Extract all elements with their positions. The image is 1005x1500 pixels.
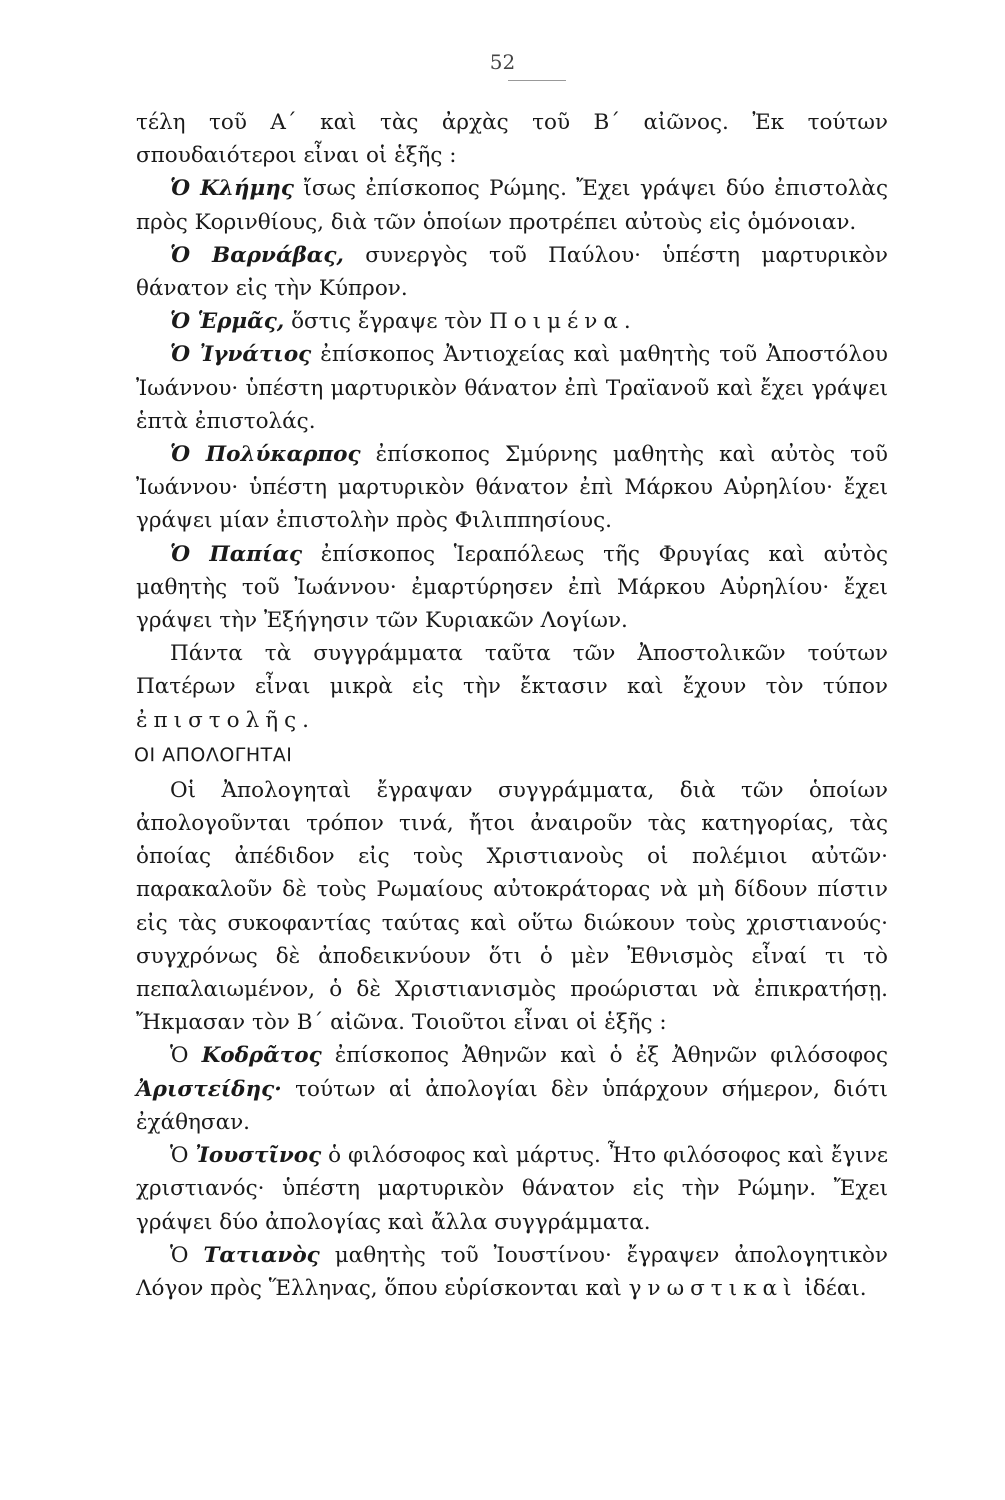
paragraph-hermas: [136, 305, 888, 338]
text-quadratus: ἐπίσκοπος Ἀθηνῶν καὶ ὁ ἐξ Ἀθηνῶν φιλόσοφος: [321, 1043, 888, 1069]
paragraph-papias: [136, 538, 888, 638]
page-number-rule: [508, 80, 566, 81]
spaced-epistolis: ἐπιστολῆς.: [136, 707, 315, 733]
text-papias: ἐπίσκοπος Ἱεραπόλεως τῆς Φρυγίας καὶ αὐτὸς μαθητὴς τοῦ Ἰωάννου· ἐμαρτύρησεν ἐπὶ Μάρκου Αὐρηλίου· ἔχει γράψει τὴν Ἐξήγησιν τῶν Κυριακῶν Λογίων.: [136, 541, 888, 634]
paragraph-barnabas: [136, 239, 888, 305]
name-polycarp: Ὁ Πολύκαρπος: [170, 442, 361, 468]
text-summary: Πάντα τὰ συγγράμματα ταῦτα τῶν Ἀποστολικῶν τούτων Πατέρων εἶναι μικρὰ εἰς τὴν ἔκτασιν καὶ ἔχουν τὸν τύπον: [136, 641, 888, 700]
name-quadratus: Κοδρᾶτος: [201, 1043, 322, 1069]
article-tatian: Ὁ: [170, 1242, 204, 1268]
name-aristides: Ἀριστείδης·: [136, 1076, 282, 1102]
page-number: 52: [489, 50, 516, 74]
article-justin: Ὁ: [170, 1143, 196, 1169]
article-quadratus: Ὁ: [170, 1043, 202, 1069]
name-papias: Ὁ Παπίας: [170, 541, 303, 567]
name-tatian: Τατιανὸς: [203, 1242, 320, 1268]
text-tatian-end: ἰδέαι.: [797, 1275, 867, 1301]
name-clement: Ὁ Κλήμης: [170, 176, 295, 202]
paragraph-apologists-intro: [136, 774, 888, 1040]
page-body: [136, 106, 888, 1305]
paragraph-quadratus: [136, 1039, 888, 1139]
text-ignatius: ἐπίσκοπος Ἀντιοχείας καὶ μαθητὴς τοῦ Ἀποστόλου Ἰωάννου· ὑπέστη μαρτυρικὸν θάνατον ἐπὶ Τραϊανοῦ καὶ ἔχει γράψει ἑπτὰ ἐπιστολάς.: [136, 342, 888, 434]
intro-text: τέλη τοῦ Α´ καὶ τὰς ἀρχὰς τοῦ Β´ αἰῶνος. Ἐκ τούτων σπουδαιότεροι εἶναι οἱ ἑξῆς :: [136, 110, 888, 169]
text-hermas: ὅστις ἔγραψε τὸν: [284, 309, 490, 335]
paragraph-intro: [136, 106, 888, 172]
spaced-poimena: Ποιμένα.: [489, 309, 637, 335]
name-ignatius: Ὁ Ἰγνάτιος: [170, 342, 312, 368]
paragraph-summary: [136, 637, 888, 737]
paragraph-clement: [136, 172, 888, 238]
paragraph-tatian: [136, 1239, 888, 1305]
spaced-gnostikai: γνωστικαὶ: [628, 1275, 798, 1301]
text-tatian: μαθητὴς τοῦ Ἰουστίνου· ἔγραψεν ἀπολογητικὸν Λόγον πρὸς Ἕλληνας, ὅπου εὑρίσκονται καὶ: [136, 1242, 888, 1301]
name-justin: Ἰουστῖνος: [195, 1143, 322, 1169]
name-hermas: Ὁ Ἑρμᾶς,: [170, 309, 285, 335]
text-apologists-intro: Οἱ Ἀπολογηταὶ ἔγραψαν συγγράμματα, διὰ τῶν ὁποίων ἀπολογοῦνται τρόπον τινά, ἤτοι ἀναιροῦν τὰς κατηγορίας, τὰς ὁποίας ἀπέδιδον εἰς τοὺς Χριστιανοὺς οἱ πολέμιοι αὐτῶν· παρακαλοῦν δὲ τοὺς Ρωμαίους αὐτοκράτορας νὰ μὴ δίδουν πίστιν εἰς τὰς συκοφαντίας ταύτας καὶ οὕτω διώκουν τοὺς χριστιανούς· συγχρόνως δὲ ἀποδεικνύουν ὅτι ὁ μὲν Ἐθνισμὸς εἶναί τι τὸ πεπαλαιωμένον, ὁ δὲ Χριστιανισμὸς προώρισται νὰ ἐπικρατήσῃ. Ἤκμασαν τὸν Β´ αἰῶνα. Τοιοῦτοι εἶναι οἱ ἑξῆς :: [136, 777, 888, 1036]
text-clement: ἴσως ἐπίσκοπος Ρώμης. Ἔχει γράψει δύο ἐπιστολὰς πρὸς Κορινθίους, διὰ τῶν ὁποίων προτρέπει αὐτοὺς εἰς ὁμόνοιαν.: [136, 176, 888, 235]
paragraph-justin: [136, 1139, 888, 1239]
paragraph-ignatius: [136, 338, 888, 438]
text-justin: ὁ φιλόσοφος καὶ μάρτυς. Ἦτο φιλόσοφος καὶ ἔγινε χριστιανός· ὑπέστη μαρτυρικὸν θάνατον εἰς τὴν Ρώμην. Ἔχει γράψει δύο ἀπολογίας καὶ ἄλλα συγγράμματα.: [136, 1143, 888, 1235]
text-polycarp: ἐπίσκοπος Σμύρνης μαθητὴς καὶ αὐτὸς τοῦ Ἰωάννου· ὑπέστη μαρτυρικὸν θάνατον ἐπὶ Μάρκου Αὐρηλίου· ἔχει γράψει μίαν ἐπιστολὴν πρὸς Φιλιππησίους.: [136, 442, 888, 534]
name-barnabas: Ὁ Βαρνάβας,: [170, 242, 344, 268]
section-heading-apologists: ΟΙ ΑΠΟΛΟΓΗΤΑΙ: [134, 743, 293, 766]
text-barnabas: συνεργὸς τοῦ Παύλου· ὑπέστη μαρτυρικὸν θάνατον εἰς τὴν Κύπρον.: [136, 242, 888, 302]
text-aristides: τούτων αἱ ἀπολογίαι δὲν ὑπάρχουν σήμερον, διότι ἐχάθησαν.: [136, 1076, 888, 1135]
paragraph-polycarp: [136, 438, 888, 538]
